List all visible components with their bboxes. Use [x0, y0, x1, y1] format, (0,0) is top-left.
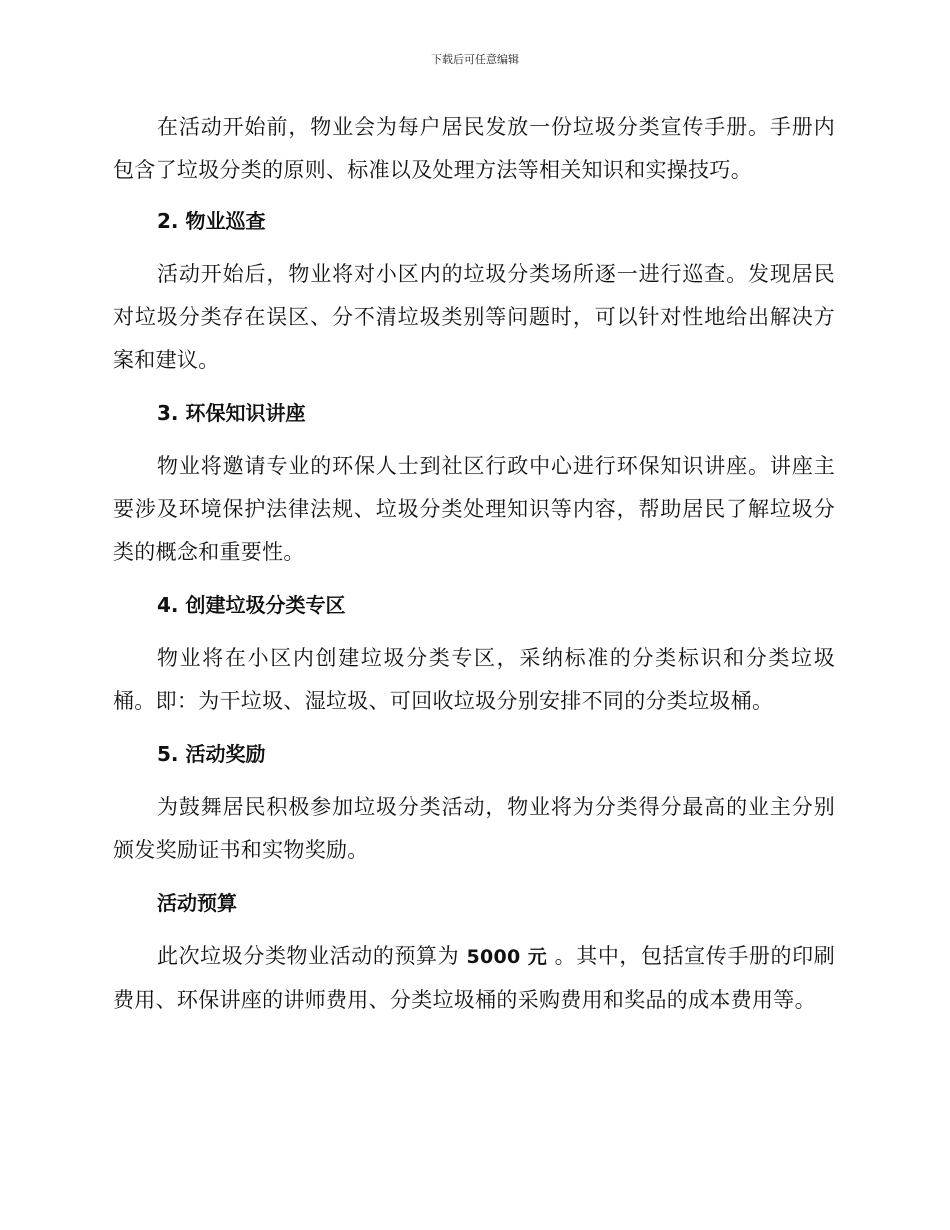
heading-eco-lecture: 3. 环保知识讲座: [157, 401, 306, 425]
budget-amount: 5000 元: [466, 946, 548, 968]
document-body: [113, 106, 835, 1032]
page-header: 下载后可任意编辑: [431, 53, 519, 66]
paragraph-patrol: 活动开始后，物业将对小区内的垃圾分类场所逐一进行巡查。发现居民对垃圾分类存在误区、分不清垃圾类别等问题时，可以针对性地给出解决方案和建议。: [113, 262, 835, 372]
paragraph-lecture: 物业将邀请专业的环保人士到社区行政中心进行环保知识讲座。讲座主要涉及环境保护法律法规、垃圾分类处理知识等内容，帮助居民了解垃圾分类的概念和重要性。: [113, 454, 835, 564]
paragraph-handbook: 在活动开始前，物业会为每户居民发放一份垃圾分类宣传手册。手册内包含了垃圾分类的原则、标准以及处理方法等相关知识和实操技巧。: [113, 115, 835, 182]
budget-text-end: 。其中，包括宣传手册的印刷费用、环保讲座的讲师费用、分类垃圾桶的采购费用和奖品的成本费用等。: [113, 944, 835, 1012]
budget-text-start: 此次垃圾分类物业活动的预算为: [157, 944, 467, 968]
paragraph-budget: [113, 935, 835, 1022]
heading-budget: 活动预算: [157, 891, 237, 915]
heading-property-patrol: 2. 物业巡查: [157, 209, 266, 233]
heading-sorting-zone: 4. 创建垃圾分类专区: [157, 593, 346, 617]
heading-rewards: 5. 活动奖励: [157, 742, 266, 766]
paragraph-rewards: 为鼓舞居民积极参加垃圾分类活动，物业将为分类得分最高的业主分别颁发奖励证书和实物奖励。: [113, 795, 835, 862]
paragraph-sorting-zone: 物业将在小区内创建垃圾分类专区，采纳标准的分类标识和分类垃圾桶。即：为干垃圾、湿垃圾、可回收垃圾分别安排不同的分类垃圾桶。: [113, 646, 835, 713]
